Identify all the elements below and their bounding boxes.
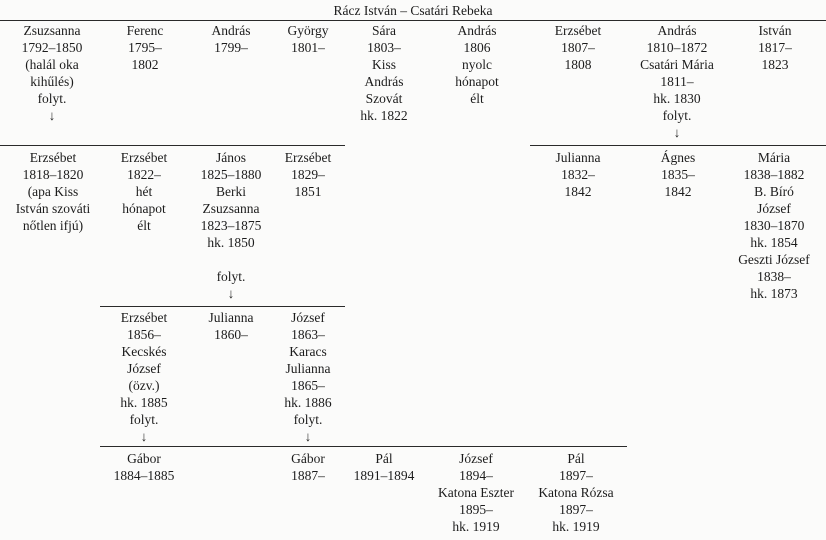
person-erzsebet-1818 xyxy=(0,149,106,234)
divider-gen1 xyxy=(0,20,826,21)
person-janos xyxy=(186,149,276,302)
person-line: (apa Kiss xyxy=(27,184,79,199)
person-line: 1830–1870 xyxy=(743,218,805,233)
person-line: 1863– xyxy=(291,327,325,342)
person-line: B. Bíró xyxy=(754,184,794,199)
person-line: József xyxy=(757,201,791,216)
person-gyorgy xyxy=(268,22,348,56)
person-erzsebet-1807 xyxy=(532,22,624,73)
person-line: 1897– xyxy=(559,502,593,517)
person-andras-1810 xyxy=(624,22,730,141)
person-pal-1891 xyxy=(340,450,428,484)
person-line: 1799– xyxy=(214,40,248,55)
person-line: 1802 xyxy=(131,57,159,72)
page-title: Rácz István – Csatári Rebeka xyxy=(333,3,493,18)
person-line: Julianna xyxy=(208,310,254,325)
person-line: Pál xyxy=(567,451,585,466)
person-line: nyolc xyxy=(462,57,492,72)
person-line: Ágnes xyxy=(660,150,696,165)
person-line: folyt. xyxy=(129,412,159,427)
person-line: 1895– xyxy=(459,502,493,517)
divider-gen3 xyxy=(100,306,345,307)
continuation-arrow-icon: ↓ xyxy=(140,429,148,444)
person-line: Erzsébet xyxy=(284,150,332,165)
person-line: 1825–1880 xyxy=(200,167,262,182)
person-sara xyxy=(340,22,428,124)
person-istvan xyxy=(730,22,820,73)
person-line: Julianna xyxy=(555,150,601,165)
person-line: hk. 1885 xyxy=(120,395,168,410)
person-line: 1856– xyxy=(127,327,161,342)
person-line: Kiss xyxy=(371,57,396,72)
person-line: 1803– xyxy=(367,40,401,55)
person-line: Mária xyxy=(757,150,791,165)
person-line: 1822– xyxy=(127,167,161,182)
person-zsuzsanna xyxy=(2,22,102,124)
person-line: nőtlen ifjú) xyxy=(22,218,84,233)
person-line: István szováti xyxy=(15,201,91,216)
person-line: Zsuzsanna xyxy=(202,201,260,216)
continuation-arrow-icon: ↓ xyxy=(673,125,681,140)
person-line: élt xyxy=(137,218,151,233)
person-line: József xyxy=(127,361,161,376)
person-line: (özv.) xyxy=(128,378,160,393)
person-line: Erzsébet xyxy=(120,150,168,165)
person-gabor-1884 xyxy=(100,450,188,484)
person-line: Zsuzsanna xyxy=(23,23,81,38)
person-erzsebet-1856 xyxy=(100,309,188,445)
person-line: kihűlés) xyxy=(30,74,74,89)
person-line: Erzsébet xyxy=(120,310,168,325)
person-line: József xyxy=(291,310,325,325)
person-andras-1806 xyxy=(432,22,522,107)
person-line: 1838– xyxy=(757,269,791,284)
person-line: 1829– xyxy=(291,167,325,182)
person-line: 1865– xyxy=(291,378,325,393)
person-line: 1884–1885 xyxy=(113,468,175,483)
person-line: 1891–1894 xyxy=(353,468,415,483)
person-line: 1792–1850 xyxy=(21,40,83,55)
continuation-arrow-icon: ↓ xyxy=(304,429,312,444)
person-line: Julianna xyxy=(285,361,331,376)
person-line: György xyxy=(287,23,329,38)
person-line: Katona Rózsa xyxy=(538,485,614,500)
person-line: András xyxy=(211,23,251,38)
person-line: Kecskés xyxy=(121,344,167,359)
person-julianna-1860 xyxy=(186,309,276,343)
person-julianna-1832 xyxy=(532,149,624,200)
continuation-arrow-icon: ↓ xyxy=(227,286,235,301)
person-line: 1817– xyxy=(758,40,792,55)
person-line: Erzsébet xyxy=(29,150,77,165)
person-line: folyt. xyxy=(216,269,246,284)
person-andras-1799 xyxy=(188,22,274,56)
person-line: hk. 1873 xyxy=(750,286,798,301)
person-line: Berki xyxy=(216,184,246,199)
person-line: Csatári Mária xyxy=(640,57,714,72)
divider-gen2-right xyxy=(530,145,826,146)
person-line: 1801– xyxy=(291,40,325,55)
person-line: folyt. xyxy=(37,91,67,106)
person-line: 1860– xyxy=(214,327,248,342)
person-line: András xyxy=(364,74,404,89)
person-line: hk. 1854 xyxy=(750,235,798,250)
person-pal-1897 xyxy=(524,450,628,535)
person-line: folyt. xyxy=(293,412,323,427)
person-erzsebet-1822 xyxy=(100,149,188,234)
person-line: 1887– xyxy=(291,468,325,483)
person-line: Pál xyxy=(375,451,393,466)
person-maria xyxy=(722,149,826,302)
divider-gen4 xyxy=(100,446,627,447)
person-line: 1842 xyxy=(664,184,692,199)
person-line xyxy=(186,251,276,268)
person-line: hk. 1830 xyxy=(653,91,701,106)
person-line: hk. 1822 xyxy=(360,108,408,123)
person-line: hét xyxy=(135,184,153,199)
person-line: Katona Eszter xyxy=(437,485,515,500)
person-line: István xyxy=(758,23,792,38)
person-line: András xyxy=(457,23,497,38)
person-jozsef-1894 xyxy=(428,450,524,535)
person-line: Karacs xyxy=(289,344,327,359)
person-line: 1808 xyxy=(564,57,592,72)
person-ferenc xyxy=(102,22,188,73)
person-line: Gábor xyxy=(127,451,161,466)
person-line: Ferenc xyxy=(126,23,164,38)
person-line: 1823 xyxy=(761,57,789,72)
person-line: János xyxy=(216,150,246,165)
person-line: hk. 1919 xyxy=(552,519,600,534)
person-line: Gábor xyxy=(291,451,325,466)
person-line: 1806 xyxy=(463,40,491,55)
person-line: Geszti József xyxy=(738,252,810,267)
person-line: András xyxy=(657,23,697,38)
person-line: 1810–1872 xyxy=(646,40,708,55)
person-line: hk. 1850 xyxy=(207,235,255,250)
person-line: (halál oka xyxy=(25,57,79,72)
person-line: élt xyxy=(470,91,484,106)
person-line: 1795– xyxy=(128,40,162,55)
person-erzsebet-1829 xyxy=(268,149,348,200)
person-line: 1897– xyxy=(559,468,593,483)
continuation-arrow-icon: ↓ xyxy=(48,108,56,123)
person-jozsef-1863 xyxy=(268,309,348,445)
person-line: Sára xyxy=(372,23,396,38)
person-line: Szovát xyxy=(365,91,403,106)
person-line: 1851 xyxy=(294,184,322,199)
person-line: hk. 1886 xyxy=(284,395,332,410)
person-line: hónapot xyxy=(455,74,499,89)
person-gabor-1887 xyxy=(268,450,348,484)
person-agnes xyxy=(632,149,724,200)
person-line: 1823–1875 xyxy=(200,218,262,233)
person-line: 1811– xyxy=(660,74,694,89)
person-line: 1835– xyxy=(661,167,695,182)
person-line: 1807– xyxy=(561,40,595,55)
person-line: hónapot xyxy=(122,201,166,216)
person-line: József xyxy=(459,451,493,466)
person-line: 1894– xyxy=(459,468,493,483)
person-line: 1838–1882 xyxy=(743,167,805,182)
person-line: hk. 1919 xyxy=(452,519,500,534)
person-line: 1842 xyxy=(564,184,592,199)
person-line: 1818–1820 xyxy=(22,167,84,182)
divider-gen2-left xyxy=(0,145,345,146)
person-line: 1832– xyxy=(561,167,595,182)
person-line: Erzsébet xyxy=(554,23,602,38)
person-line: folyt. xyxy=(662,108,692,123)
